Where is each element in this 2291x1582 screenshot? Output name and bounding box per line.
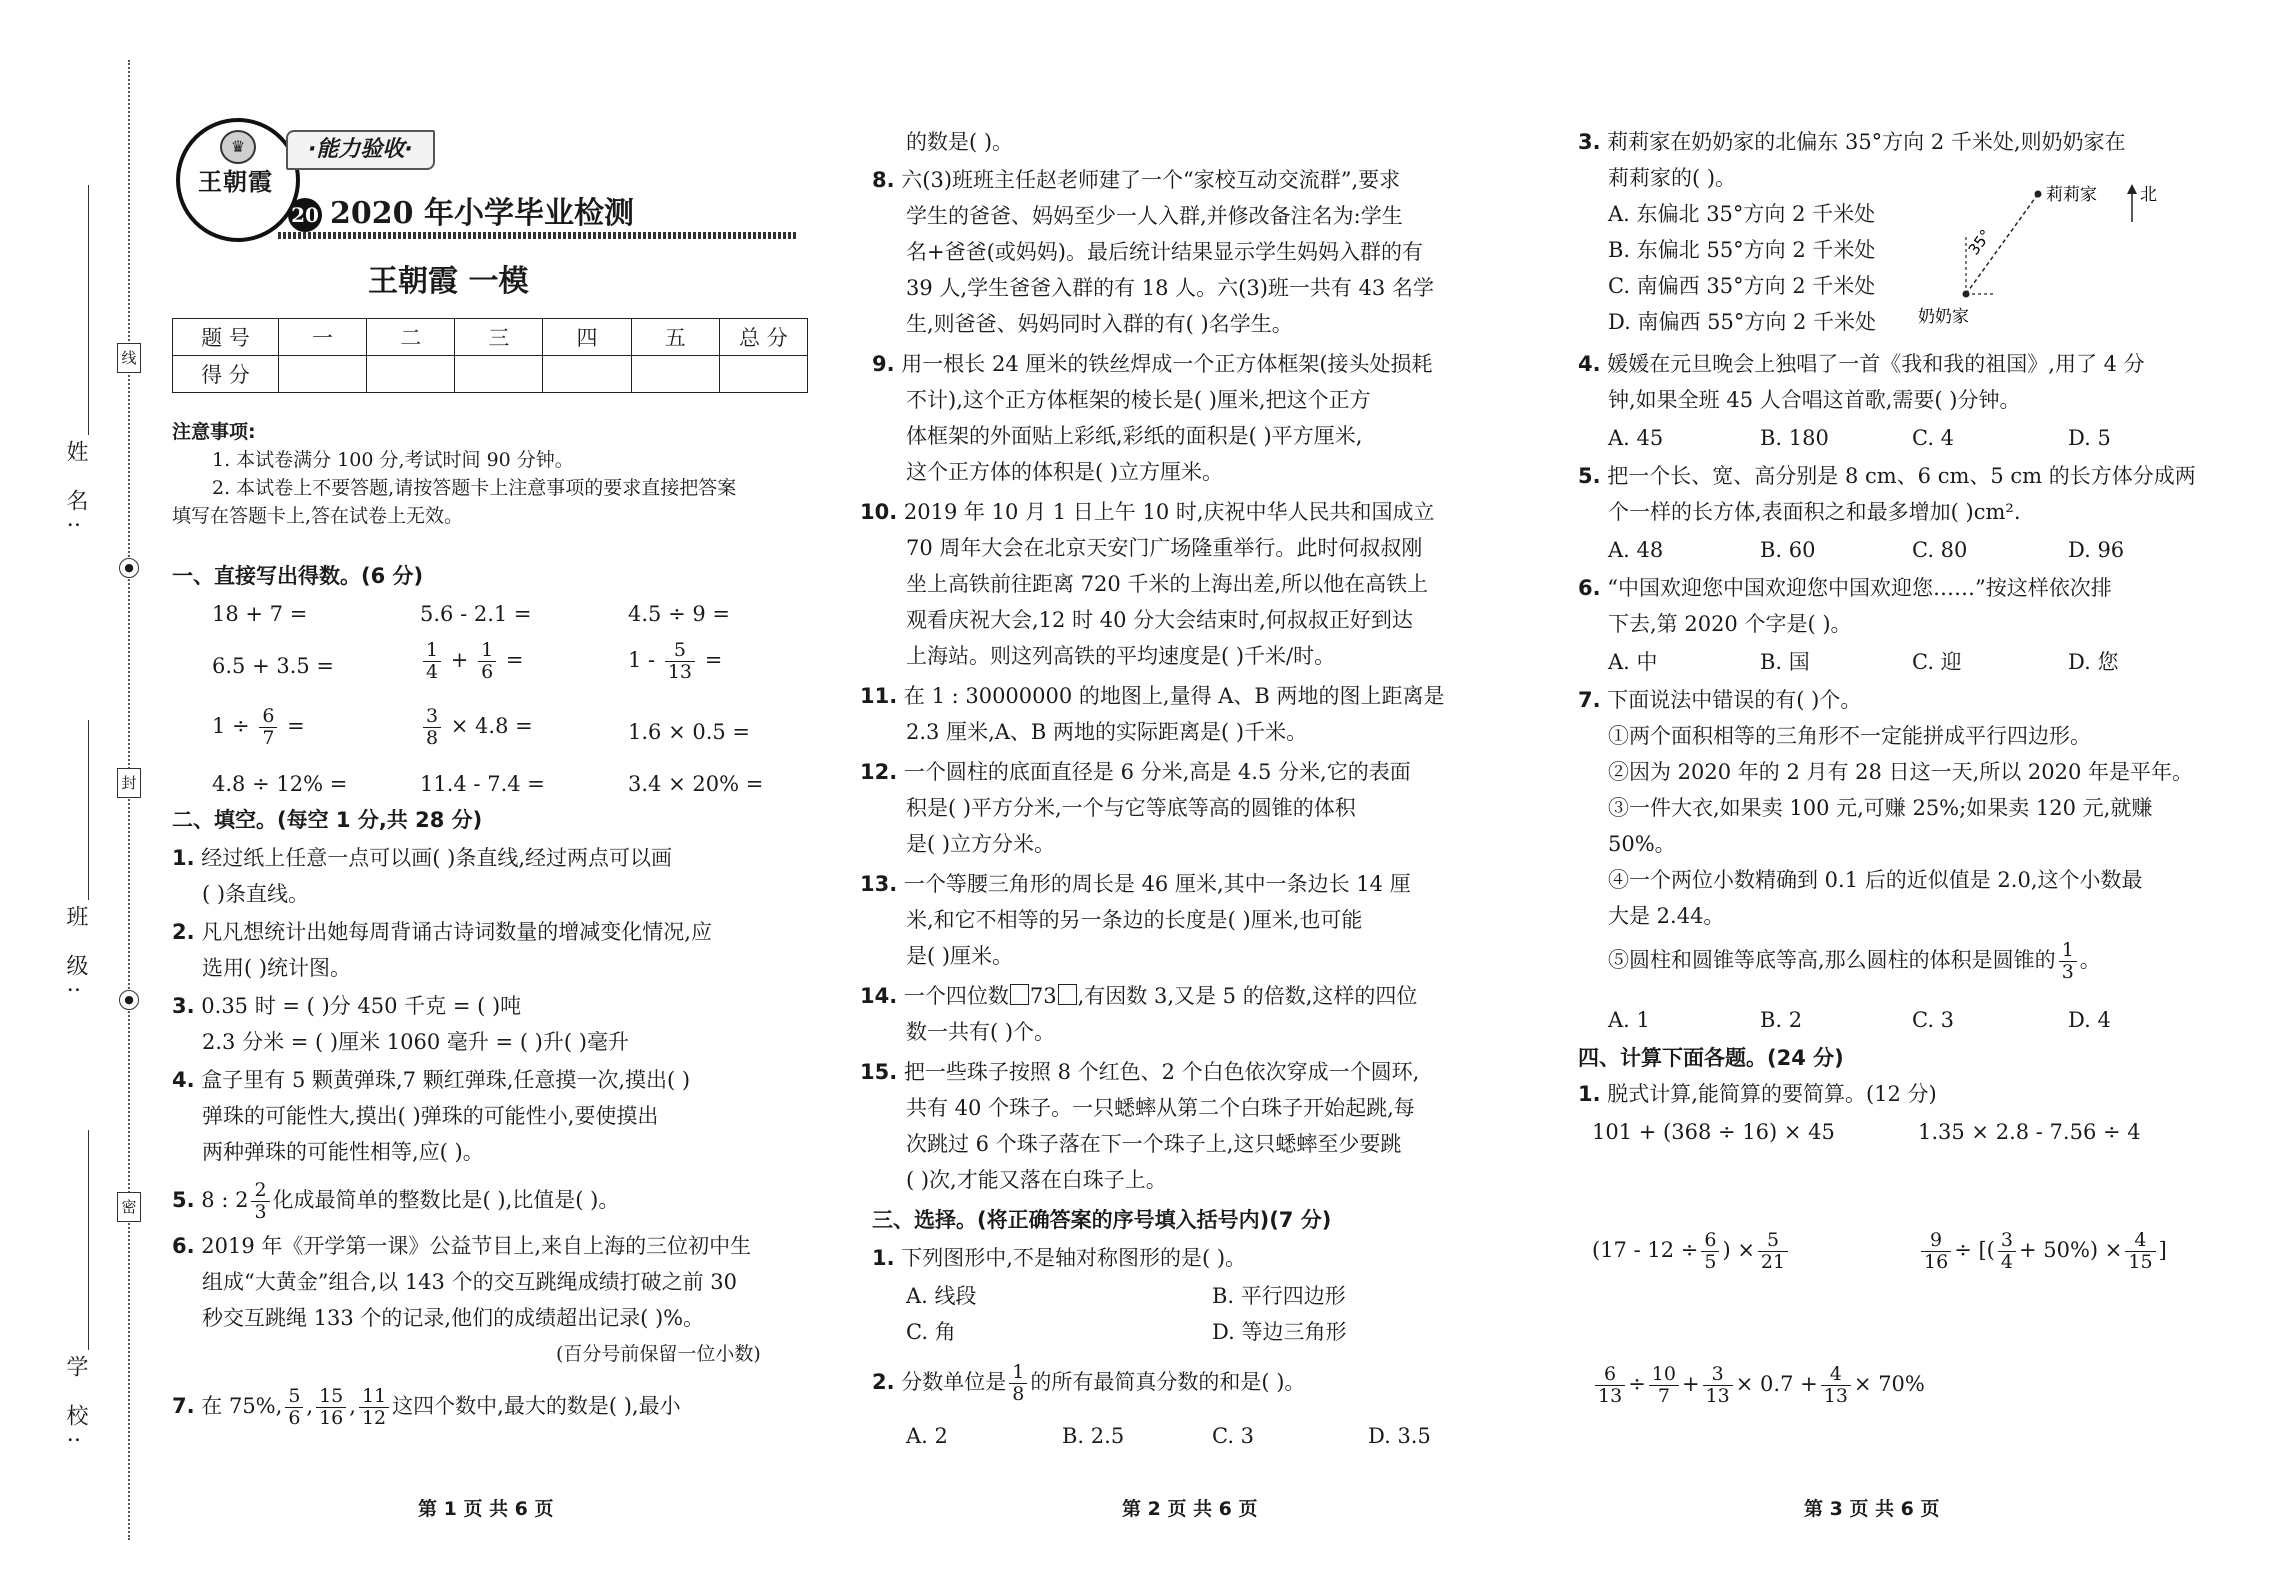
calc-2: 5.6 - 2.1 =: [420, 602, 532, 626]
north-arrowhead-icon: [2127, 184, 2137, 194]
calc-instruction: 1. 脱式计算,能简算的要简算。(12 分): [1578, 1082, 1937, 1106]
note-1: 1. 本试卷满分 100 分,考试时间 90 分钟。: [212, 449, 574, 471]
fill-q11-cont: 2.3 厘米,A、B 两地的实际距离是( )千米。: [906, 720, 1308, 744]
exam-title: 20 2020 年小学毕业检测: [288, 188, 634, 232]
fill-q11: 11. 在 1 : 30000000 的地图上,量得 A、B 两地的图上距离是: [860, 684, 1445, 708]
fill-q15-cont: ( )次,才能又落在白珠子上。: [906, 1168, 1167, 1192]
choice-q5-opt-c[interactable]: C. 80: [1912, 538, 1968, 562]
fill-q15-cont: 共有 40 个珠子。一只蟋蟀从第二个白珠子开始起跳,每: [906, 1096, 1415, 1120]
calc-1: 18 + 7 =: [212, 602, 308, 626]
choice-q7-statement: ①两个面积相等的三角形不一定能拼成平行四边形。: [1608, 724, 2091, 748]
exam-number: 20: [288, 198, 322, 232]
choice-q4-opt-d[interactable]: D. 5: [2068, 426, 2111, 450]
fill-q10-cont: 坐上高铁前往距离 720 千米的上海出差,所以他在高铁上: [906, 572, 1429, 596]
fill-q7-cont: 的数是( )。: [906, 130, 1014, 154]
choice-q2-opt-c[interactable]: C. 3: [1212, 1424, 1255, 1448]
fill-q13: 13. 一个等腰三角形的周长是 46 厘米,其中一条边长 14 厘: [860, 872, 1411, 896]
calc-4: 6.5 + 3.5 =: [212, 654, 335, 678]
fill-q15: 15. 把一些珠子按照 8 个红色、2 个白色依次穿成一个圆环,: [860, 1060, 1420, 1084]
fill-q10-cont: 观看庆祝大会,12 时 40 分大会结束时,何叔叔正好到达: [906, 608, 1413, 632]
fill-q8: 8. 六(3)班班主任赵老师建了一个“家校互动交流群”,要求: [872, 168, 1401, 192]
calc-11: 11.4 - 7.4 =: [420, 772, 545, 796]
expression-3: (17 - 12 ÷ $\frac{6}{5}$ ) × $\frac{5}{21}$: [1592, 1230, 1791, 1273]
fill-q3: 3. 0.35 时 = ( )分 450 千克 = ( )吨: [172, 994, 522, 1018]
binding-dotted-line: [128, 60, 130, 1540]
choice-q5: 5. 把一个长、宽、高分别是 8 cm、6 cm、5 cm 的长方体分成两: [1578, 464, 2196, 488]
score-table-score-row: 得 分: [173, 356, 808, 393]
choice-q3-cont: 莉莉家的( )。: [1608, 166, 1737, 190]
section-2-title: 二、填空。(每空 1 分,共 28 分): [172, 808, 483, 832]
choice-q3-opt-a[interactable]: A. 东偏北 35°方向 2 千米处: [1608, 202, 1876, 226]
nainai-home-point: [1963, 291, 1970, 298]
crown-icon: ♛: [220, 130, 256, 164]
choice-q6-opt-d[interactable]: D. 您: [2068, 650, 2119, 674]
expression-1: 101 + (368 ÷ 16) × 45: [1592, 1120, 1835, 1144]
fill-q6-note: (百分号前保留一位小数): [556, 1343, 761, 1365]
choice-q7-opt-c[interactable]: C. 3: [1912, 1008, 1955, 1032]
fill-q10-cont: 70 周年大会在北京天安门广场隆重举行。此时何叔叔刚: [906, 536, 1423, 560]
margin-ornament-icon: ●: [119, 990, 139, 1010]
choice-q4-cont: 钟,如果全班 45 人合唱这首歌,需要( )分钟。: [1608, 388, 2021, 412]
notes-title: 注意事项:: [172, 421, 256, 443]
school-label: 学 校:: [63, 1355, 88, 1454]
fill-q3-cont: 2.3 分米 = ( )厘米 1060 毫升 = ( )升( )毫升: [202, 1030, 629, 1054]
fill-q13-cont: 米,和它不相等的另一条边的长度是( )厘米,也可能: [906, 908, 1363, 932]
tag-line: 线: [117, 343, 141, 373]
score-cell[interactable]: [278, 356, 366, 393]
score-cell[interactable]: [631, 356, 719, 393]
section-1-title: 一、直接写出得数。(6 分): [172, 564, 424, 588]
fill-q12: 12. 一个圆柱的底面直径是 6 分米,高是 4.5 分米,它的表面: [860, 760, 1411, 784]
calc-5: $\frac{1}{4}$ + $\frac{1}{6}$ =: [420, 640, 523, 683]
fill-q5: 5. 8 : 2 $\frac{2}{3}$ 化成最简单的整数比是( ),比值是( )。: [172, 1179, 620, 1223]
calc-9: 1.6 × 0.5 =: [628, 720, 751, 744]
choice-q5-opt-d[interactable]: D. 96: [2068, 538, 2125, 562]
fill-q14: 14. 一个四位数 73 ,有因数 3,又是 5 的倍数,这样的四位: [860, 984, 1418, 1008]
page-3: [1578, 0, 2218, 1582]
section-4-title: 四、计算下面各题。(24 分): [1578, 1046, 1844, 1070]
fill-q9-cont: 不计),这个正方体框架的棱长是( )厘米,把这个正方: [906, 388, 1371, 412]
exam-subtitle: 王朝霞 一模: [368, 264, 529, 299]
fill-q12-cont: 是( )立方分米。: [906, 832, 1056, 856]
choice-q7-statement: ⑤圆柱和圆锥等底等高,那么圆柱的体积是圆锥的 $\frac{1}{3}$ 。: [1608, 939, 2101, 983]
choice-q1-opt-c[interactable]: C. 角: [906, 1320, 956, 1344]
fill-q8-cont: 学生的爸爸、妈妈至少一人入群,并修改备注名为:学生: [906, 204, 1403, 228]
choice-q7-statement: ②因为 2020 年的 2 月有 28 日这一天,所以 2020 年是平年。: [1608, 760, 2194, 784]
choice-q7-statement-cont: 大是 2.44。: [1608, 904, 1725, 928]
choice-q3-opt-b[interactable]: B. 东偏北 55°方向 2 千米处: [1608, 238, 1876, 262]
calc-3: 4.5 ÷ 9 =: [628, 602, 730, 626]
choice-q4-opt-a[interactable]: A. 45: [1608, 426, 1664, 450]
choice-q2-opt-a[interactable]: A. 2: [906, 1424, 948, 1448]
brand-logo: [176, 118, 300, 242]
choice-q7-opt-b[interactable]: B. 2: [1760, 1008, 1803, 1032]
fill-q10: 10. 2019 年 10 月 1 日上午 10 时,庆祝中华人民共和国成立: [860, 500, 1435, 524]
fill-q6: 6. 2019 年《开学第一课》公益节目上,来自上海的三位初中生: [172, 1234, 752, 1258]
expression-4: $\frac{9}{16}$ ÷ [( $\frac{3}{4}$ + 50%) × $\frac{4}{15}$ ]: [1918, 1230, 2167, 1273]
score-cell[interactable]: [455, 356, 543, 393]
fill-q13-cont: 是( )厘米。: [906, 944, 1014, 968]
choice-q6-cont: 下去,第 2020 个字是( )。: [1608, 612, 1852, 636]
angle-label: 35°: [1964, 226, 1995, 259]
score-table: [172, 318, 808, 393]
choice-q5-opt-b[interactable]: B. 60: [1760, 538, 1816, 562]
choice-q3-opt-c[interactable]: C. 南偏西 35°方向 2 千米处: [1608, 274, 1876, 298]
expression-2: 1.35 × 2.8 - 7.56 ÷ 4: [1918, 1120, 2141, 1144]
calc-10: 4.8 ÷ 12% =: [212, 772, 348, 796]
name-blank: [88, 185, 89, 435]
fill-q6-cont2: 秒交互跳绳 133 个的记录,他们的成绩超出记录( )%。: [202, 1306, 705, 1330]
tag-secret: 密: [117, 1192, 141, 1222]
fill-q4: 4. 盒子里有 5 颗黄弹珠,7 颗红弹珠,任意摸一次,摸出( ): [172, 1068, 691, 1092]
calc-8: $\frac{3}{8}$ × 4.8 =: [420, 706, 533, 749]
page-1: [168, 0, 808, 1582]
choice-q4-opt-b[interactable]: B. 180: [1760, 426, 1829, 450]
direction-diagram: [1918, 176, 2157, 336]
choice-q7-statement-cont: 50%。: [1608, 832, 1676, 856]
choice-q1: 1. 下列图形中,不是轴对称图形的是( )。: [872, 1246, 1247, 1270]
fill-q12-cont: 积是( )平方分米,一个与它等底等高的圆锥的体积: [906, 796, 1356, 820]
brand-text: 王朝霞: [198, 167, 273, 196]
fill-q6-cont: 组成“大黄金”组合,以 143 个的交互跳绳成绩打破之前 30: [202, 1270, 737, 1294]
choice-q6: 6. “中国欢迎您中国欢迎您中国欢迎您……”按这样依次排: [1578, 576, 2112, 600]
choice-q1-opt-d[interactable]: D. 等边三角形: [1212, 1320, 1347, 1344]
lili-home-point: [2035, 191, 2042, 198]
fill-q9-cont: 这个正方体的体积是( )立方厘米。: [906, 460, 1224, 484]
fill-q7: 7. 在 75%, $\frac{5}{6}$ , $\frac{15}{16}$ , $\frac{11}{12}$ 这四个数中,最大的数是( ),最小: [172, 1385, 681, 1429]
fill-q8-cont: 39 人,学生爸爸入群的有 18 人。六(3)班一共有 43 名学: [906, 276, 1434, 300]
note-2-cont: 填写在答题卡上,答在试卷上无效。: [172, 505, 464, 527]
fill-q14-cont: 数一共有( )个。: [906, 1020, 1056, 1044]
page-footer: 第 1 页 共 6 页: [418, 1498, 554, 1520]
choice-q6-opt-c[interactable]: C. 迎: [1912, 650, 1962, 674]
fill-q4-cont2: 两种弹珠的可能性相等,应( )。: [202, 1140, 484, 1164]
fill-q9-cont: 体框架的外面贴上彩纸,彩纸的面积是( )平方厘米,: [906, 424, 1363, 448]
fill-q8-cont: 生,则爸爸、妈妈同时入群的有( )名学生。: [906, 312, 1293, 336]
fill-q2: 2. 凡凡想统计出她每周背诵古诗词数量的增减变化情况,应: [172, 920, 712, 944]
fill-q8-cont: 名+爸爸(或妈妈)。最后统计结果显示学生妈妈入群的有: [906, 240, 1423, 264]
score-cell[interactable]: [367, 356, 455, 393]
score-cell[interactable]: [719, 356, 807, 393]
choice-q3: 3. 莉莉家在奶奶家的北偏东 35°方向 2 千米处,则奶奶家在: [1578, 130, 2126, 154]
fill-q1-cont: ( )条直线。: [202, 882, 310, 906]
fill-q10-cont: 上海站。则这列高铁的平均速度是( )千米/时。: [906, 644, 1336, 668]
choice-q3-opt-d[interactable]: D. 南偏西 55°方向 2 千米处: [1608, 310, 1877, 334]
fill-q9: 9. 用一根长 24 厘米的铁丝焊成一个正方体框架(接头处损耗: [872, 352, 1433, 376]
digit-box: [1058, 984, 1077, 1005]
margin-ornament-icon: ●: [119, 558, 139, 578]
choice-q6-opt-a[interactable]: A. 中: [1608, 650, 1658, 674]
fill-q4-cont: 弹珠的可能性大,摸出( )弹珠的可能性小,要使摸出: [202, 1104, 659, 1128]
page-2: [860, 0, 1512, 1582]
choice-q1-opt-b[interactable]: B. 平行四边形: [1212, 1284, 1346, 1308]
nainai-home-label: 奶奶家: [1918, 307, 1969, 327]
choice-q7-statement: ④一个两位小数精确到 0.1 后的近似值是 2.0,这个小数最: [1608, 868, 2143, 892]
choice-q7-statement: ③一件大衣,如果卖 100 元,可赚 25%;如果卖 120 元,就赚: [1608, 796, 2153, 820]
choice-q7-opt-d[interactable]: D. 4: [2068, 1008, 2111, 1032]
choice-q7-opt-a[interactable]: A. 1: [1608, 1008, 1650, 1032]
fill-q15-cont: 次跳过 6 个珠子落在下一个珠子上,这只蟋蟀至少要跳: [906, 1132, 1402, 1156]
note-2: 2. 本试卷上不要答题,请按答题卡上注意事项的要求直接把答案: [212, 477, 737, 499]
lili-home-label: 莉莉家: [2046, 185, 2097, 205]
fill-q1: 1. 经过纸上任意一点可以画( )条直线,经过两点可以画: [172, 846, 673, 870]
title-underline: [278, 232, 798, 239]
calc-7: 1 ÷ $\frac{6}{7}$ =: [212, 705, 305, 749]
section-3-title: 三、选择。(将正确答案的序号填入括号内)(7 分): [872, 1208, 1332, 1232]
section-banner: ·能力验收·: [286, 130, 435, 170]
score-cell[interactable]: [543, 356, 631, 393]
choice-q7: 7. 下面说法中错误的有( )个。: [1578, 688, 1862, 712]
school-blank: [88, 1130, 89, 1350]
north-label: 北: [2140, 185, 2157, 205]
choice-q1-opt-a[interactable]: A. 线段: [906, 1284, 977, 1308]
calc-12: 3.4 × 20% =: [628, 772, 764, 796]
choice-q2-opt-b[interactable]: B. 2.5: [1062, 1424, 1125, 1448]
page-footer: 第 3 页 共 6 页: [1804, 1498, 1940, 1520]
class-label: 班 级:: [63, 905, 88, 1004]
choice-q2: 2. 分数单位是 $\frac{1}{8}$ 的所有最简真分数的和是( )。: [872, 1361, 1306, 1405]
tag-seal: 封: [117, 768, 141, 798]
calc-6: 1 - $\frac{5}{13}$ =: [628, 639, 723, 683]
digit-box: [1010, 984, 1029, 1005]
class-blank: [88, 720, 89, 900]
choice-q6-opt-b[interactable]: B. 国: [1760, 650, 1810, 674]
choice-q2-opt-d[interactable]: D. 3.5: [1368, 1424, 1431, 1448]
score-table-header-row: 题 号 一 二 三 四 五 总 分: [173, 319, 808, 356]
name-label: 姓 名:: [63, 440, 88, 539]
choice-q4-opt-c[interactable]: C. 4: [1912, 426, 1955, 450]
fill-q2-cont: 选用( )统计图。: [202, 956, 352, 980]
choice-q4: 4. 媛媛在元旦晚会上独唱了一首《我和我的祖国》,用了 4 分: [1578, 352, 2145, 376]
page-footer: 第 2 页 共 6 页: [1122, 1498, 1258, 1520]
choice-q5-opt-a[interactable]: A. 48: [1608, 538, 1664, 562]
choice-q5-cont: 个一样的长方体,表面积之和最多增加( )cm².: [1608, 500, 2021, 524]
expression-5: $\frac{6}{13}$ ÷ $\frac{10}{7}$ + $\frac{3}{13}$ × 0.7 + $\frac{4}{13}$ × 70%: [1592, 1364, 1925, 1407]
